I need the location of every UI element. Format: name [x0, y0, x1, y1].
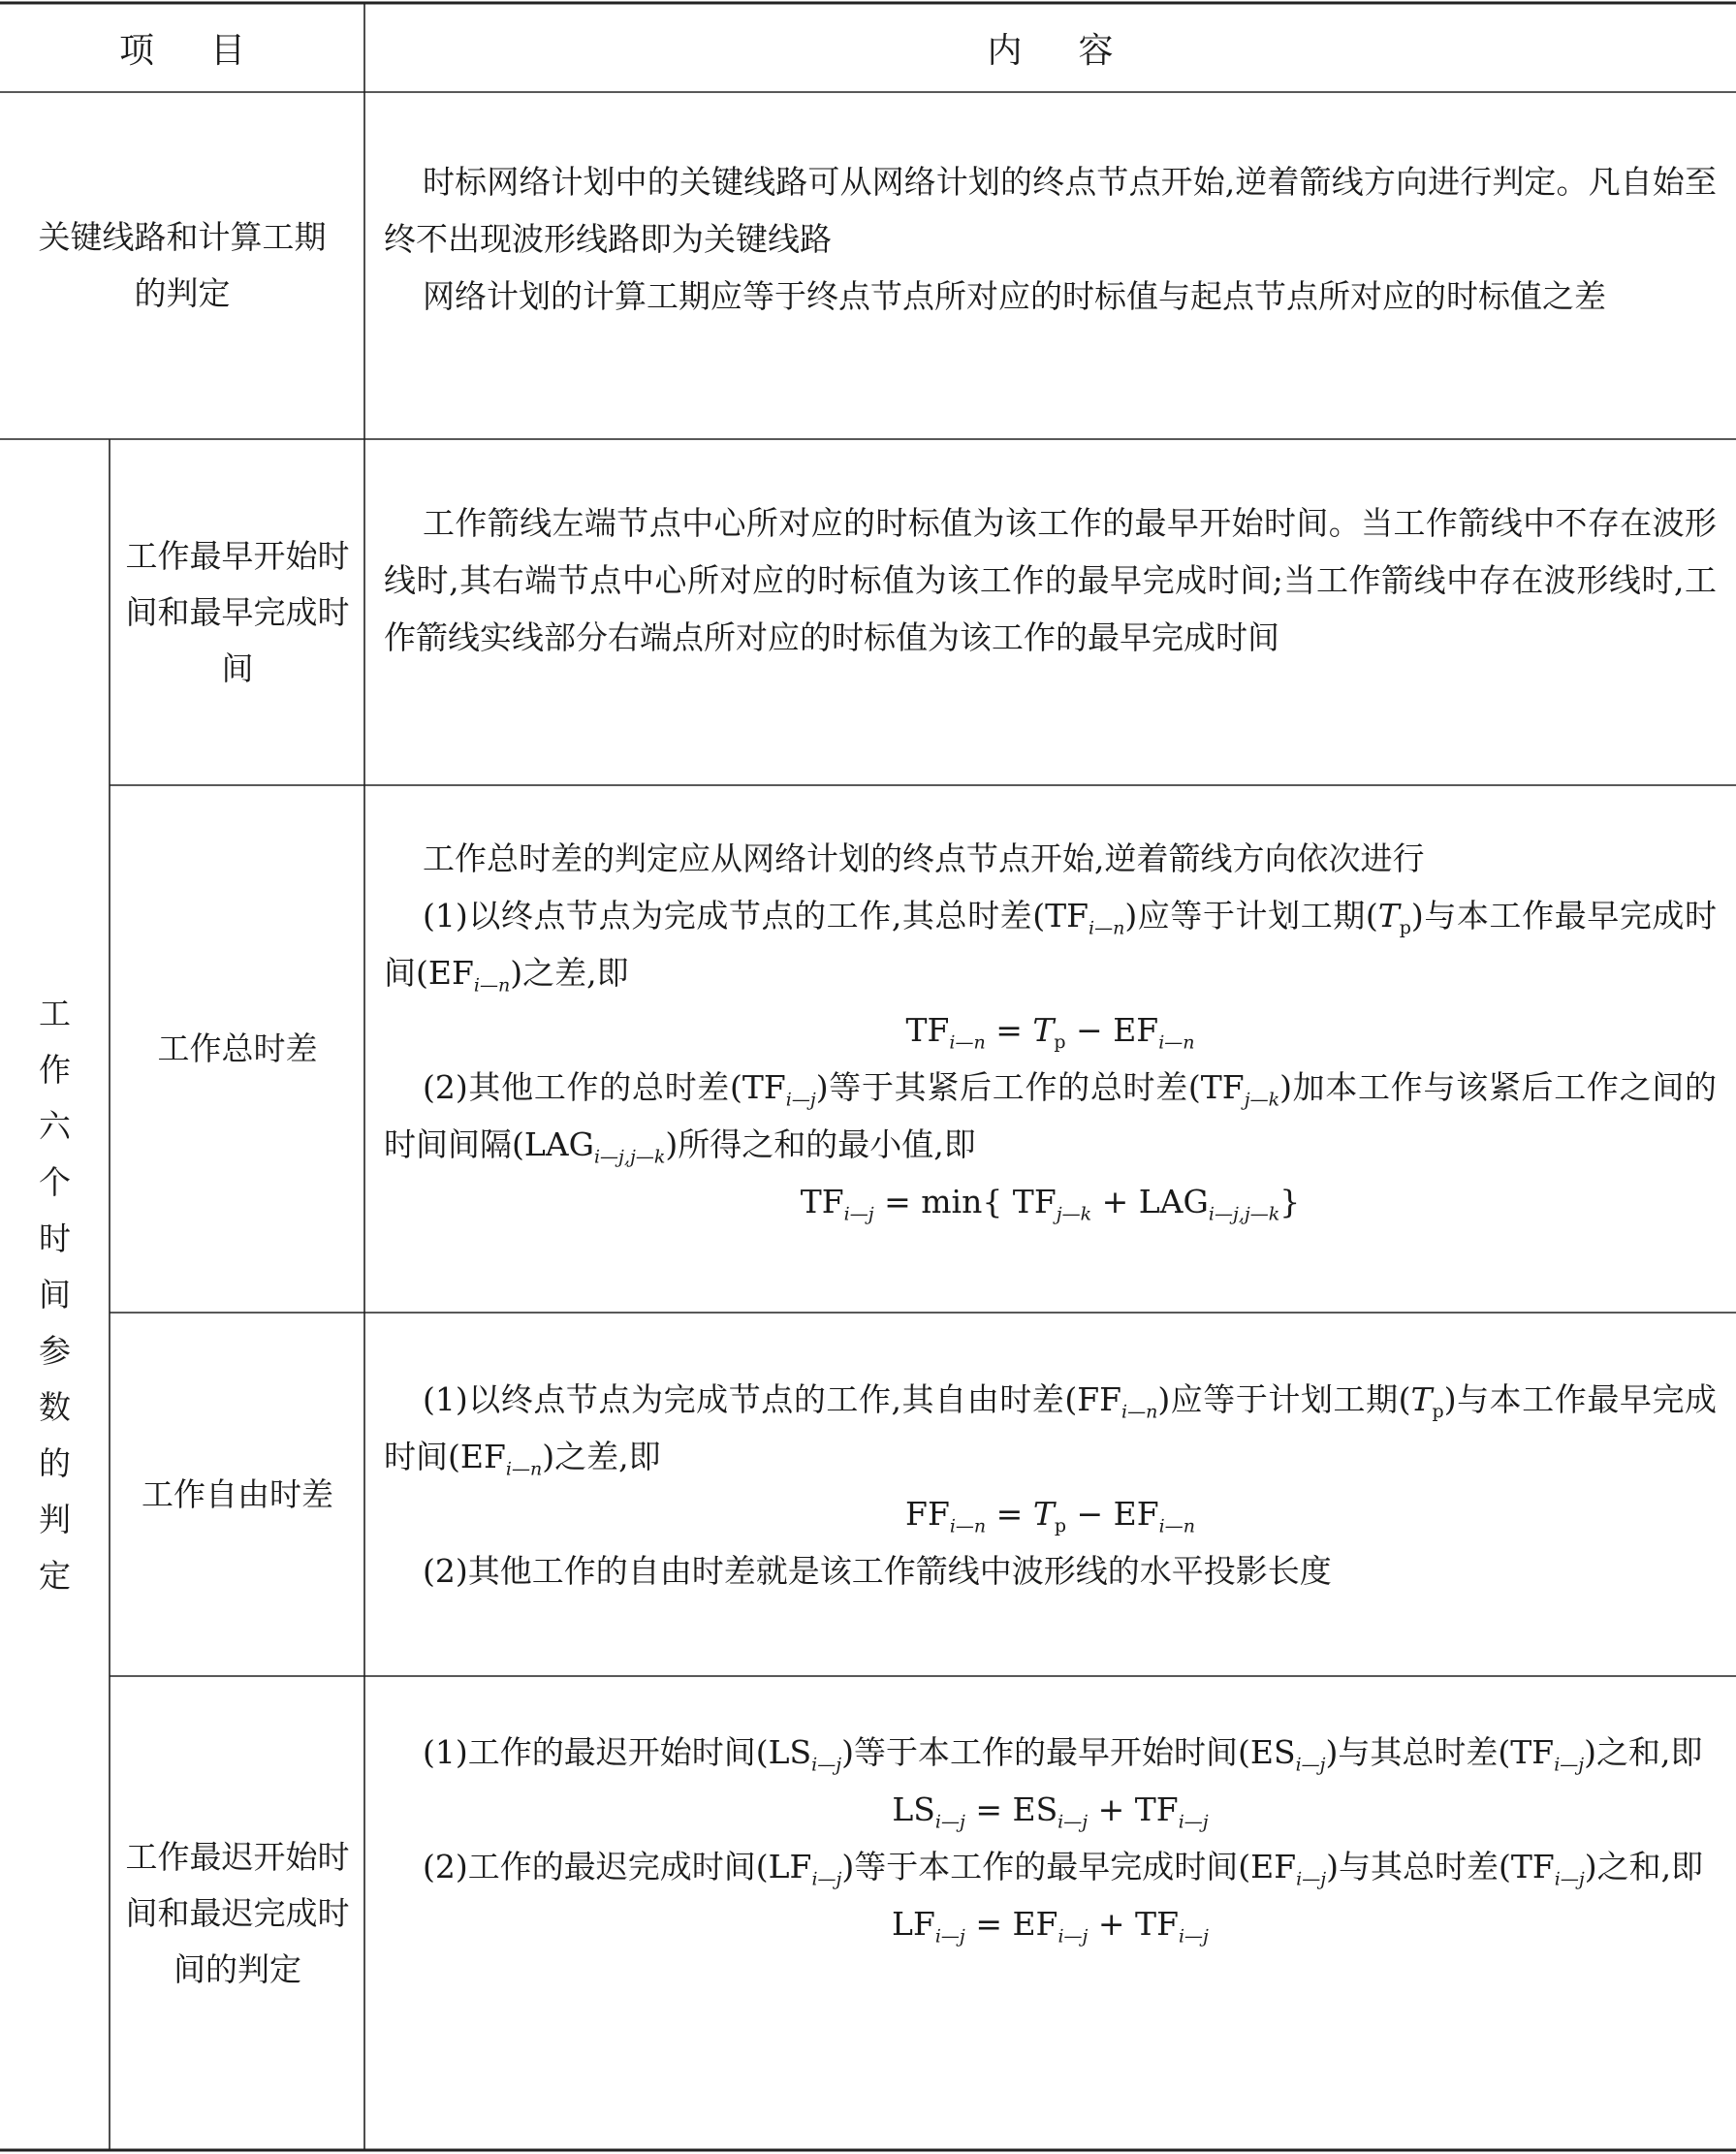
text: )等于其紧后工作的总时差(TF	[815, 1068, 1245, 1106]
six-time-parameters-group-label	[0, 439, 110, 2150]
group-char: 作	[39, 1050, 71, 1089]
subscript: i—j,j—k	[1208, 1203, 1280, 1225]
symbol: T	[1032, 1495, 1055, 1533]
subscript: i—j	[1057, 1925, 1089, 1948]
group-char: 参	[39, 1331, 71, 1370]
group-char: 判	[39, 1500, 71, 1538]
latest-time-item-2	[384, 1838, 1717, 1895]
subscript: i—j	[1057, 1811, 1089, 1833]
text: (1)以终点节点为完成节点的工作,其自由时差(FF	[423, 1380, 1121, 1418]
text: )与其总时差(TF	[1325, 1733, 1555, 1771]
group-char: 个	[39, 1162, 71, 1201]
text: )加本工作与该紧后工作之间的时间间隔(LAG	[384, 1068, 1717, 1163]
earliest-time-content	[384, 494, 1717, 666]
subscript: i—j	[1554, 1868, 1585, 1890]
total-float-intro: 工作总时差的判定应从网络计划的终点节点开始,逆着箭线方向依次进行	[423, 839, 1425, 877]
total-float-content	[384, 830, 1717, 1230]
subscript: p	[1054, 1031, 1066, 1053]
text: LF	[892, 1905, 935, 1943]
free-float-label: 工作自由时差	[142, 1474, 333, 1513]
total-float-equation-1	[384, 1001, 1717, 1059]
subscript: i—j	[785, 1089, 816, 1111]
subscript: i—j	[1554, 1754, 1585, 1776]
text: )应等于计划工期(	[1157, 1380, 1411, 1418]
text: = ES	[964, 1790, 1058, 1828]
text: )之和,即	[1584, 1733, 1703, 1771]
subscript: i—j,j—k	[593, 1146, 666, 1168]
subscript: i—j	[934, 1925, 965, 1948]
subscript: i—j	[811, 1868, 842, 1890]
latest-time-item-1	[384, 1724, 1717, 1781]
symbol: T	[1377, 897, 1400, 934]
group-char: 时	[39, 1219, 71, 1257]
total-float-label: 工作总时差	[157, 1029, 318, 1067]
group-char: 定	[39, 1556, 71, 1595]
text: =	[985, 1011, 1033, 1049]
subscript: p	[1399, 917, 1411, 938]
text: )与本工作最早完成时间(EF	[384, 897, 1718, 992]
header-item: 项目	[118, 30, 301, 71]
subscript: j—k	[1244, 1089, 1280, 1111]
latest-time-equation-2	[384, 1895, 1717, 1952]
subscript: i—n	[505, 1458, 543, 1480]
text: + LAG	[1091, 1183, 1209, 1220]
critical-path-paragraph-1: 时标网络计划中的关键线路可从网络计划的终点节点开始,逆着箭线方向进行判定。凡自始至终不出现波形线路即为关键线路	[384, 163, 1717, 258]
text: )所得之和的最小值,即	[665, 1125, 976, 1163]
text: = EF	[964, 1905, 1058, 1943]
subscript: j—k	[1056, 1203, 1092, 1225]
group-char: 工	[39, 994, 71, 1032]
text: )之差,即	[542, 1438, 661, 1475]
symbol: T	[1410, 1380, 1433, 1418]
subscript: i—j	[1296, 1868, 1327, 1890]
free-float-item-2: (2)其他工作的自由时差就是该工作箭线中波形线的水平投影长度	[423, 1552, 1332, 1590]
text: )之和,即	[1584, 1848, 1704, 1885]
earliest-time-paragraph: 工作箭线左端节点中心所对应的时标值为该工作的最早开始时间。当工作箭线中不存在波形线时,其右端节点中心所对应的时标值为该工作的最早完成时间;当工作箭线中存在波形线时,工作箭线实线部分右端点所对应的时标值为该工作的最早完成时间	[384, 504, 1717, 656]
free-float-content	[384, 1371, 1717, 1600]
critical-path-label: 关键线路和计算工期的判定	[38, 218, 327, 312]
subscript: p	[1432, 1401, 1444, 1422]
critical-path-paragraph-2: 网络计划的计算工期应等于终点节点所对应的时标值与起点节点所对应的时标值之差	[423, 277, 1606, 315]
subscript: i—j	[811, 1754, 842, 1776]
subscript: i—j	[843, 1203, 874, 1225]
text: (1)工作的最迟开始时间(LS	[423, 1733, 812, 1771]
subscript: i—n	[949, 1031, 986, 1054]
free-float-equation-1	[384, 1485, 1717, 1542]
text: (2)其他工作的总时差(TF	[423, 1068, 786, 1106]
free-float-item-1	[384, 1371, 1717, 1485]
latest-time-label: 工作最迟开始时间和最迟完成时间的判定	[125, 1837, 350, 1988]
subscript: i—j	[1178, 1811, 1209, 1833]
subscript: i—n	[473, 974, 511, 997]
text: )与本工作最早完成时间(EF	[384, 1380, 1718, 1475]
text: )与其总时差(TF	[1326, 1848, 1555, 1885]
group-char: 六	[39, 1106, 71, 1145]
subscript: i—j	[1295, 1754, 1326, 1776]
total-float-item-1	[384, 887, 1717, 1001]
text: )之差,即	[510, 954, 629, 992]
symbol: T	[1032, 1011, 1055, 1049]
subscript: i—n	[1158, 1515, 1195, 1537]
subscript: i—n	[949, 1515, 987, 1537]
text: − EF	[1065, 1011, 1159, 1049]
subscript: i—n	[1158, 1031, 1195, 1054]
group-char: 的	[39, 1443, 71, 1482]
text: )等于本工作的最早开始时间(ES	[841, 1733, 1296, 1771]
total-float-item-2	[384, 1059, 1717, 1173]
latest-time-content	[384, 1724, 1717, 1952]
text: + TF	[1088, 1790, 1179, 1828]
critical-path-content	[384, 153, 1717, 325]
subscript: p	[1054, 1515, 1066, 1536]
text: (1)以终点节点为完成节点的工作,其总时差(TF	[423, 897, 1089, 934]
text: FF	[905, 1495, 950, 1533]
text: TF	[800, 1183, 844, 1220]
header-content: 内容	[987, 30, 1170, 71]
subscript: i—n	[1089, 917, 1125, 939]
total-float-equation-2	[384, 1173, 1717, 1230]
text: )应等于计划工期(	[1124, 897, 1378, 934]
text: }	[1279, 1183, 1301, 1220]
text: TF	[905, 1011, 950, 1049]
subscript: i—n	[1121, 1401, 1158, 1423]
latest-time-equation-1	[384, 1781, 1717, 1838]
text: = min{ TF	[873, 1183, 1057, 1220]
subscript: i—j	[1178, 1925, 1209, 1948]
text: LS	[892, 1790, 935, 1828]
text: − EF	[1066, 1495, 1159, 1533]
subscript: i—j	[934, 1811, 965, 1833]
text: =	[986, 1495, 1033, 1533]
earliest-time-label: 工作最早开始时间和最早完成时间	[125, 536, 350, 687]
group-char: 数	[39, 1387, 71, 1426]
group-char: 间	[39, 1275, 71, 1314]
text: )等于本工作的最早完成时间(EF	[841, 1848, 1297, 1885]
text: (2)工作的最迟完成时间(LF	[423, 1848, 812, 1885]
text: + TF	[1088, 1905, 1179, 1943]
